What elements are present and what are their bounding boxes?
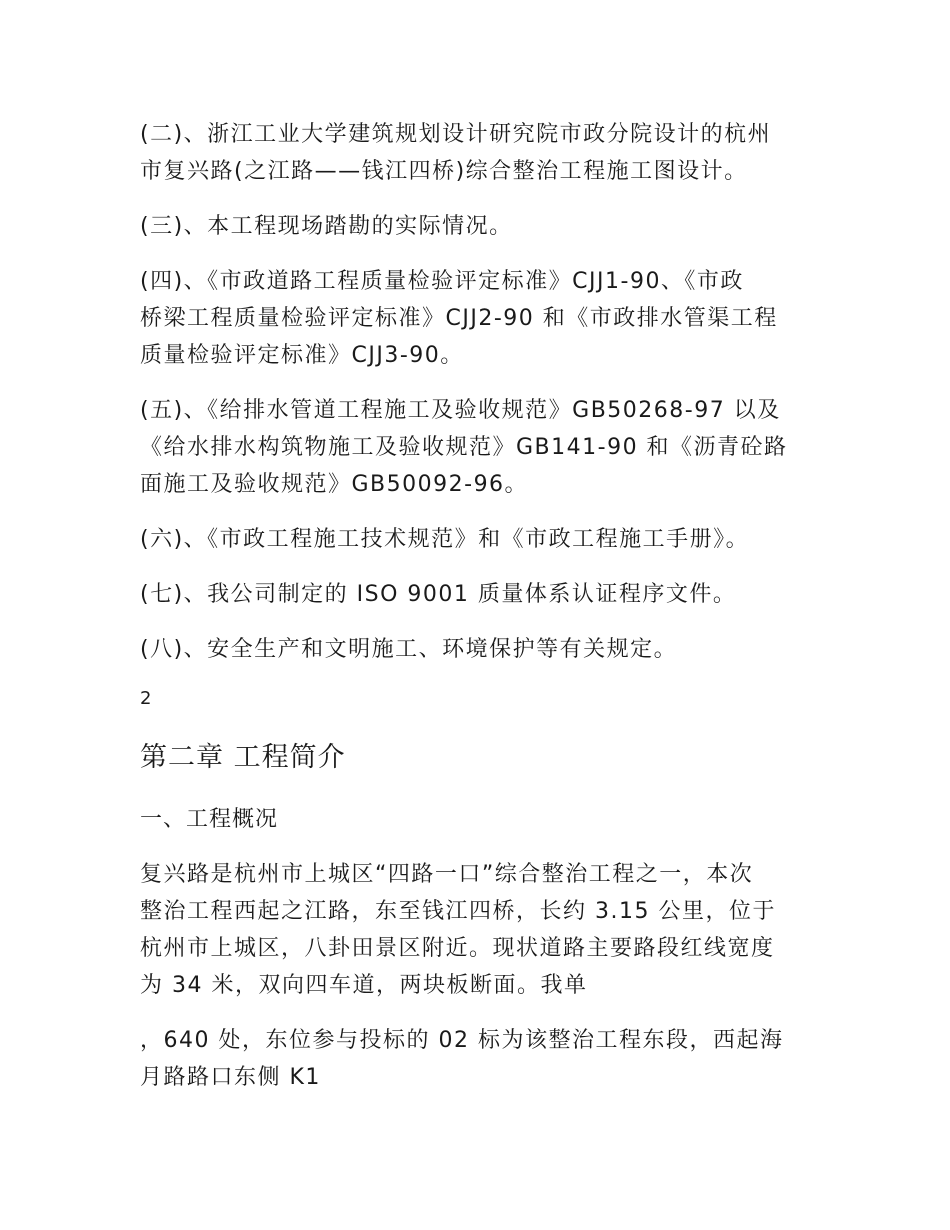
text-line: 面施工及验收规范》GB50092-96。 [140, 472, 529, 497]
text-line: (七)、我公司制定的 ISO 9001 质量体系认证程序文件。 [140, 582, 737, 607]
basis-item-4 [140, 263, 820, 374]
overview-paragraph-1 [140, 856, 820, 1004]
page-number: 2 [140, 688, 152, 709]
text-line: (三)、本工程现场踏勘的实际情况。 [140, 214, 513, 239]
text-line: 市复兴路(之江路——钱江四桥)综合整治工程施工图设计。 [140, 159, 748, 184]
text-line: (二)、浙江工业大学建筑规划设计研究院市政分院设计的杭州 [140, 122, 772, 147]
basis-item-5 [140, 392, 820, 503]
text-line: ，640 处，东位参与投标的 02 标为该整治工程东段，西起海 [140, 1028, 784, 1053]
text-line: (六)、《市政工程施工技术规范》和《市政工程施工手册》。 [140, 527, 750, 552]
section-title: 一、工程概况 [140, 807, 279, 832]
basis-item-8 [140, 631, 820, 668]
text-line: 桥梁工程质量检验评定标准》CJJ2-90 和《市政排水管渠工程 [140, 306, 778, 331]
basis-item-7 [140, 576, 820, 613]
text-line: 质量检验评定标准》CJJ3-90。 [140, 343, 464, 368]
text-line: 杭州市上城区，八卦田景区附近。现状道路主要路段红线宽度 [140, 936, 775, 961]
overview-paragraph-2 [140, 1022, 820, 1096]
document-page [140, 116, 820, 1114]
text-line: (四)、《市政道路工程质量检验评定标准》CJJ1-90、《市政 [140, 269, 744, 294]
text-line: (八)、安全生产和文明施工、环境保护等有关规定。 [140, 637, 678, 662]
text-line: 整治工程西起之江路，东至钱江四桥，长约 3.15 公里，位于 [140, 899, 776, 924]
text-line: (五)、《给排水管道工程施工及验收规范》GB50268-97 以及 [140, 398, 781, 423]
text-line: 为 34 米，双向四车道，两块板断面。我单 [140, 973, 588, 998]
text-line: 复兴路是杭州市上城区“四路一口”综合整治工程之一，本次 [140, 862, 754, 887]
text-line: 《给水排水构筑物施工及验收规范》GB141-90 和《沥青砼路 [140, 435, 788, 460]
basis-item-6 [140, 521, 820, 558]
basis-item-3 [140, 208, 820, 245]
text-line: 月路路口东侧 K1 [140, 1065, 321, 1090]
basis-item-2 [140, 116, 820, 190]
chapter-title: 第二章 工程简介 [140, 742, 346, 773]
